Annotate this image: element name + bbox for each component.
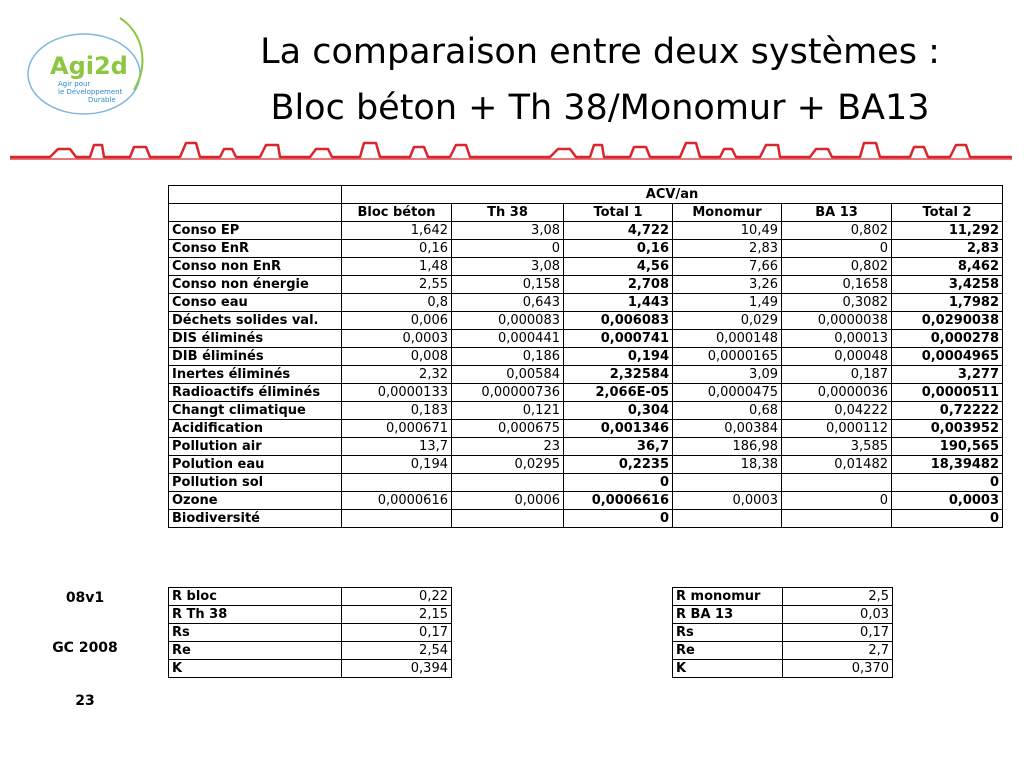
row-label: DIB éliminés [169,348,342,366]
table-cell: 2,066E-05 [564,384,673,402]
table-cell: 0,194 [564,348,673,366]
table-cell: 3,26 [673,276,782,294]
table-row [169,438,1003,456]
r-row [673,624,893,642]
r-row [673,660,893,678]
row-label: Inertes éliminés [169,366,342,384]
r-value: 0,370 [783,660,893,678]
table-cell: 0,01482 [782,456,892,474]
table-cell: 0,00384 [673,420,782,438]
r-label: R Th 38 [169,606,342,624]
table-cell: 1,443 [564,294,673,312]
table-cell: 0,001346 [564,420,673,438]
row-label: Biodiversité [169,510,342,528]
col-header-monomur: Monomur [673,204,782,222]
table-cell: 0,643 [452,294,564,312]
table-cell: 0 [892,510,1003,528]
row-label: Déchets solides val. [169,312,342,330]
table-cell: 4,722 [564,222,673,240]
table-row [169,384,1003,402]
acv-table [168,185,1003,528]
table-cell: 10,49 [673,222,782,240]
table-cell [782,474,892,492]
r-row [169,660,452,678]
row-label: Polution eau [169,456,342,474]
row-label: Ozone [169,492,342,510]
table-cell: 1,49 [673,294,782,312]
col-header-ba13: BA 13 [782,204,892,222]
r-label: Rs [673,624,783,642]
col-header-total-1: Total 1 [564,204,673,222]
row-label: Acidification [169,420,342,438]
table-cell: 0,2235 [564,456,673,474]
table-cell: 2,83 [673,240,782,258]
table-row [169,420,1003,438]
table-cell: 3,277 [892,366,1003,384]
table-cell: 0,00013 [782,330,892,348]
r-value: 2,15 [342,606,452,624]
row-label: Conso eau [169,294,342,312]
table-row [169,258,1003,276]
table-cell: 0,0003 [342,330,452,348]
table-cell: 2,55 [342,276,452,294]
logo-tagline-3: Durable [88,96,116,104]
table-cell: 11,292 [892,222,1003,240]
logo-name: Agi2d [50,52,128,80]
table-cell: 0,158 [452,276,564,294]
table-cell: 0,304 [564,402,673,420]
table-cell: 0,029 [673,312,782,330]
table-cell: 0,0006 [452,492,564,510]
table-cell: 2,708 [564,276,673,294]
decorative-divider [10,135,1012,163]
logo-tagline-1: Agir pour [58,80,91,88]
row-label: Conso EP [169,222,342,240]
table-cell: 0,0000475 [673,384,782,402]
table-cell: 186,98 [673,438,782,456]
table-cell: 0,1658 [782,276,892,294]
r-value: 2,54 [342,642,452,660]
r-value: 0,394 [342,660,452,678]
table-row [169,240,1003,258]
r-label: K [169,660,342,678]
table-cell: 3,585 [782,438,892,456]
corner-cell [169,186,342,204]
table-row [169,492,1003,510]
r-values-table-left [168,587,452,678]
table-cell: 0,183 [342,402,452,420]
agi2d-logo [22,12,152,122]
table-cell: 0,00000736 [452,384,564,402]
row-label: Radioactifs éliminés [169,384,342,402]
table-cell: 0 [564,510,673,528]
row-label: Pollution air [169,438,342,456]
r-label: R bloc [169,588,342,606]
table-row [169,276,1003,294]
table-row [169,312,1003,330]
row-label: Changt climatique [169,402,342,420]
row-label: Conso non EnR [169,258,342,276]
table-cell: 0,8 [342,294,452,312]
table-cell: 0,003952 [892,420,1003,438]
table-cell: 3,08 [452,258,564,276]
table-cell: 36,7 [564,438,673,456]
table-cell: 0,0000511 [892,384,1003,402]
table-cell: 0,000741 [564,330,673,348]
table-cell: 7,66 [673,258,782,276]
col-header-th38: Th 38 [452,204,564,222]
table-row [169,402,1003,420]
table-cell: 3,08 [452,222,564,240]
table-cell: 0 [452,240,564,258]
r-label: R monomur [673,588,783,606]
r-value: 0,17 [783,624,893,642]
table-cell: 3,09 [673,366,782,384]
table-cell: 0,04222 [782,402,892,420]
r-row [169,642,452,660]
table-cell: 2,32 [342,366,452,384]
table-cell: 0,121 [452,402,564,420]
table-cell: 0 [782,492,892,510]
r-value: 2,7 [783,642,893,660]
table-cell [342,510,452,528]
title-line-1: La comparaison entre deux systèmes : [260,32,940,72]
table-cell: 0,00048 [782,348,892,366]
r-value: 2,5 [783,588,893,606]
table-cell: 0,0000036 [782,384,892,402]
group-header-row [169,186,1003,204]
table-cell: 8,462 [892,258,1003,276]
r-value: 0,22 [342,588,452,606]
r-label: Re [169,642,342,660]
slide-title [190,24,1010,136]
r-row [673,642,893,660]
table-row [169,294,1003,312]
table-cell: 0,000675 [452,420,564,438]
row-label: Conso EnR [169,240,342,258]
table-cell: 0 [564,474,673,492]
r-label: R BA 13 [673,606,783,624]
r-value: 0,03 [783,606,893,624]
table-cell: 0,000083 [452,312,564,330]
table-cell [452,474,564,492]
table-cell: 0,0004965 [892,348,1003,366]
r-value: 0,17 [342,624,452,642]
col-header-bloc-beton: Bloc béton [342,204,452,222]
table-cell: 0,0003 [673,492,782,510]
corner-cell [169,204,342,222]
table-row [169,330,1003,348]
table-cell: 0,00584 [452,366,564,384]
table-cell: 0,187 [782,366,892,384]
table-cell: 0,68 [673,402,782,420]
row-label: Conso non énergie [169,276,342,294]
table-cell: 4,56 [564,258,673,276]
table-cell: 0,000112 [782,420,892,438]
table-cell: 0,000278 [892,330,1003,348]
version-label: 08v1 [65,590,105,606]
table-cell: 0,72222 [892,402,1003,420]
reference-label: GC 2008 [52,640,118,656]
table-cell: 0,0003 [892,492,1003,510]
table-cell: 18,38 [673,456,782,474]
table-cell [673,474,782,492]
table-cell: 0,802 [782,258,892,276]
table-row [169,510,1003,528]
group-header: ACV/an [342,186,1003,204]
table-cell: 2,32584 [564,366,673,384]
table-cell: 0,186 [452,348,564,366]
table-row [169,456,1003,474]
table-cell: 0 [892,474,1003,492]
logo-tagline-2: le Développement [58,88,123,96]
table-cell: 23 [452,438,564,456]
table-cell: 0,194 [342,456,452,474]
column-header-row [169,204,1003,222]
col-header-total-2: Total 2 [892,204,1003,222]
r-label: Rs [169,624,342,642]
table-cell: 0,006 [342,312,452,330]
table-cell: 18,39482 [892,456,1003,474]
table-cell [342,474,452,492]
table-cell: 0,3082 [782,294,892,312]
r-values-table-right [672,587,893,678]
table-cell: 0,0000165 [673,348,782,366]
r-label: K [673,660,783,678]
table-cell: 0,0000038 [782,312,892,330]
table-cell: 0,0290038 [892,312,1003,330]
table-cell [673,510,782,528]
table-row [169,474,1003,492]
r-row [673,606,893,624]
table-cell: 1,48 [342,258,452,276]
table-cell: 13,7 [342,438,452,456]
table-row [169,222,1003,240]
title-line-2: Bloc béton + Th 38/Monomur + BA13 [270,88,930,128]
table-row [169,348,1003,366]
table-cell: 2,83 [892,240,1003,258]
table-cell: 190,565 [892,438,1003,456]
row-label: DIS éliminés [169,330,342,348]
table-cell: 0,0295 [452,456,564,474]
table-cell: 0,0006616 [564,492,673,510]
table-cell: 0,008 [342,348,452,366]
table-cell: 0,0000133 [342,384,452,402]
page-number: 23 [75,693,95,709]
table-cell: 0,000671 [342,420,452,438]
row-label: Pollution sol [169,474,342,492]
table-cell: 1,7982 [892,294,1003,312]
table-cell [452,510,564,528]
r-label: Re [673,642,783,660]
table-cell: 0,802 [782,222,892,240]
r-row [673,588,893,606]
table-cell: 0,16 [342,240,452,258]
table-cell: 0 [782,240,892,258]
table-cell: 3,4258 [892,276,1003,294]
r-row [169,624,452,642]
r-row [169,588,452,606]
r-row [169,606,452,624]
table-cell: 0,006083 [564,312,673,330]
table-cell: 0,000441 [452,330,564,348]
table-cell: 0,000148 [673,330,782,348]
table-row [169,366,1003,384]
table-cell: 0,0000616 [342,492,452,510]
table-cell: 1,642 [342,222,452,240]
table-cell: 0,16 [564,240,673,258]
table-cell [782,510,892,528]
